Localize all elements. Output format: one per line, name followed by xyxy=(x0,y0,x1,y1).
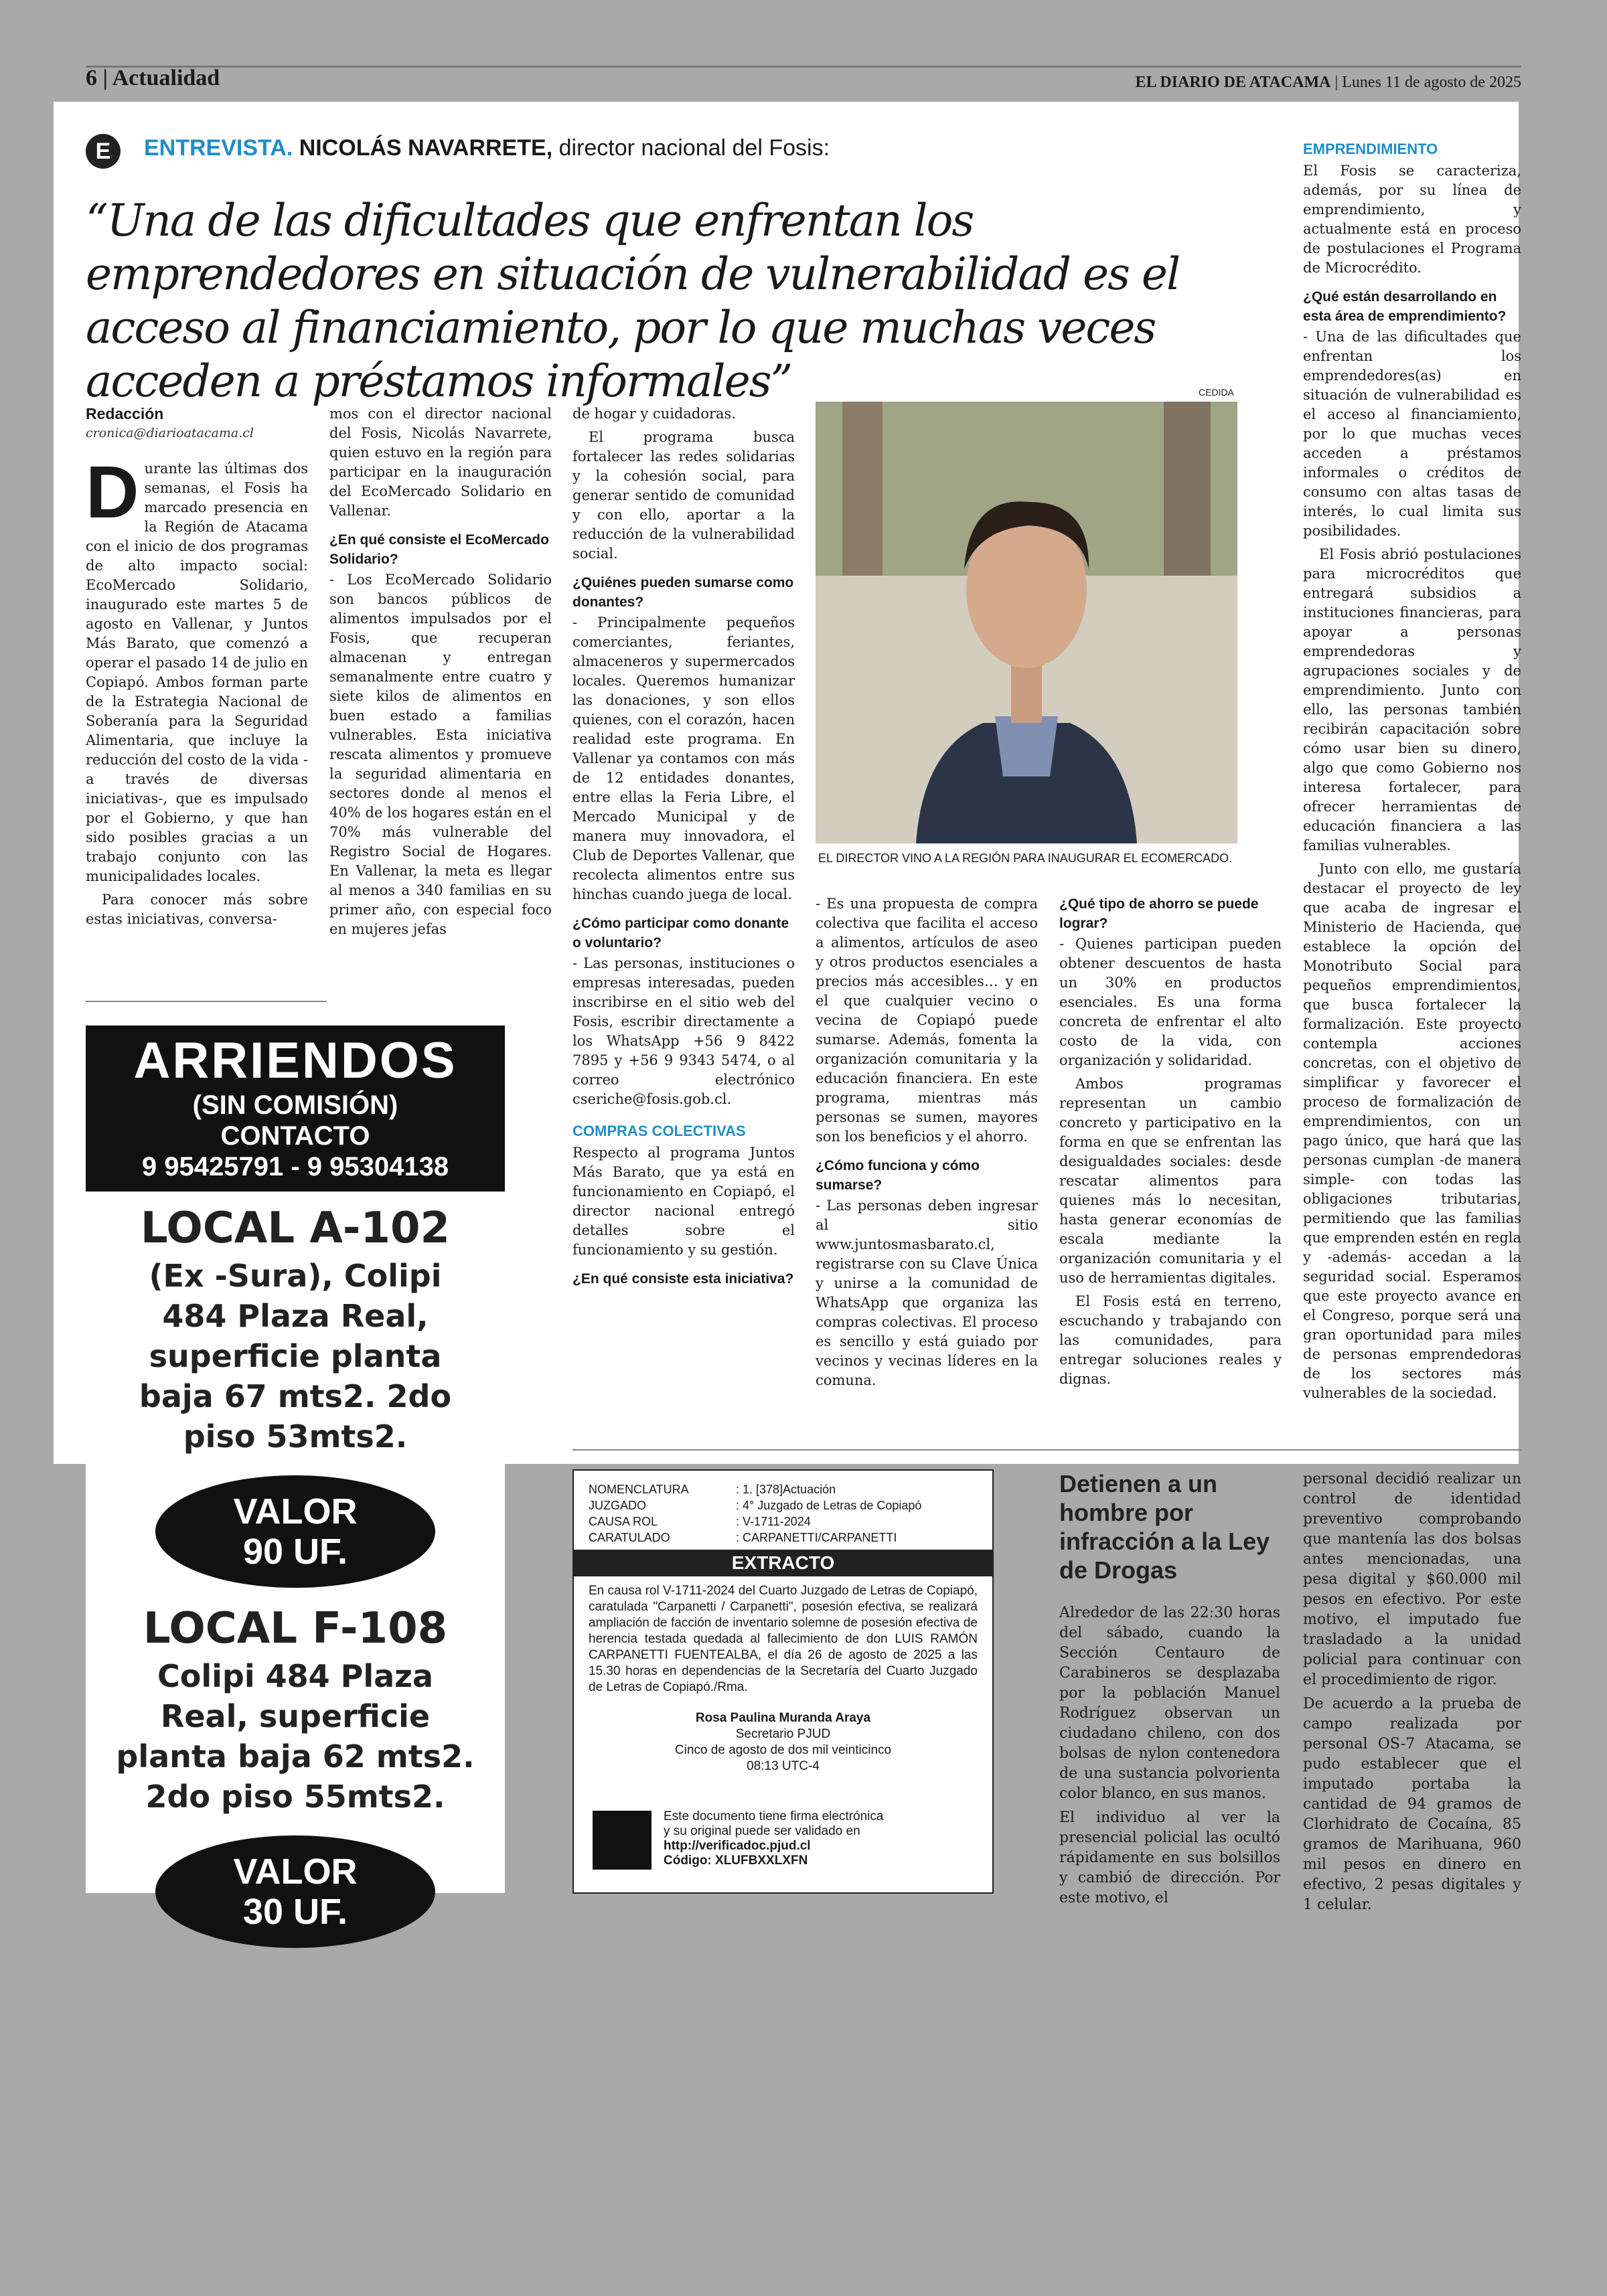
notice-signature: Rosa Paulina Muranda Araya Secretario PJUD Cinco de agosto de dos mil veinticinco 08:13 UTC-4 xyxy=(674,1711,892,1773)
ad-phones[interactable]: 9 95425791 - 9 95304138 xyxy=(141,1152,449,1181)
news-brief-column-2: personal decidió realizar un control de identidad preventivo comprobando que mantenía las dos bolsas antes mencionadas, una pesa digital y $60.000 mil pesos en efectivo. Por este motivo, el imputado fue trasladado a la unidad policial para continuar con el procedimiento de rigor. De acuerdo a la prueba de campo realizada por personal OS-7 Atacama, se pudo establecer que el imputado portaba la cantidad de 94 gramos de Clorhidrato de Cocaína, 85 gramos de Marihuana, 960 mil pesos en dinero en efectivo, 2 pesas digitales y 1 celular. xyxy=(1303,1471,1521,1913)
brief-title: Detienen a un hombre por infracción a la Ley de Drogas xyxy=(1059,1470,1270,1584)
notice-title: EXTRACTO xyxy=(574,1550,992,1576)
price-badge: VALOR 30 UF. xyxy=(155,1835,435,1948)
byline-author: Redacción xyxy=(86,405,164,422)
article-column-5: ¿Qué tipo de ahorro se puede lograr? - Quienes participan pueden obtener descuentos de hasta un 30% en productos esenciales. Es una forma concreta de enfrentar el alto costo de la vida, con organización y solidaridad. Ambos programas representan un cambio concreto y participativo en la forma en que se enfrentan las desigualdades sociales: desde rescatar alimentos para quienes más lo necesitan, hasta generar economías de escala mediante la organización comunitaria y el uso de herramientas digitales. El Fosis está en terreno, escuchando y trabajando con las comunidades, para entregar soluciones reales y dignas. xyxy=(1059,896,1282,1387)
page-section: 6 | Actualidad xyxy=(86,66,220,90)
interviewee-photo xyxy=(816,402,1237,843)
notice-text: En causa rol V-1711-2024 del Cuarto Juzgado de Letras de Copiapó, caratulada "Carpanetti / Carpanetti", posesión efectiva, se realizará ampliación de facción de inventario solemne de posesión efectiva de herencia testada quedada al fallecimiento de don LUIS RAMÓN CARPANETTI FUENTEALBA, el día 26 de agosto de 2025 a las 15.30 horas en dependencias de la Secretaría del Cuarto Juzgado de Letras de Copiapó./Rma. xyxy=(589,1584,978,1694)
photo-credit: CEDIDA xyxy=(1199,387,1234,398)
divider xyxy=(86,1001,327,1002)
masthead: EL DIARIO DE ATACAMA | Lunes 11 de agosto de 2025 xyxy=(1135,74,1521,91)
dropcap: D xyxy=(86,451,139,534)
notice-row: CAUSA ROL : V-1711-2024 xyxy=(589,1515,811,1528)
portrait-image xyxy=(816,402,1237,843)
article-column-6: EMPRENDIMIENTO El Fosis se caracteriza, además, por su línea de emprendimiento, y actualmente está en proceso de postulaciones el Programa de Microcrédito. ¿Qué están desarrollando en esta área de emprendimiento? - Una de las dificultades que enfrentan los emprendedores(as) en situación de vulnerabilidad es el acceso al financiamiento, por lo que muchas veces acceden a préstamos informales o créditos de consumo con altas tasas de interés, lo cual limita sus posibilidades. El Fosis abrió postulaciones para microcréditos que entregará subsidios a instituciones financieras, para apoyar a personas emprendedoras y agrupaciones sociales y de emprendimiento. Junto con ello, las personas también recibirán capacitación sobre cómo usar bien su dinero, algo que como Gobierno nos interesa fortalecer, para ofrecer herramientas de educación financiera a las familias vulnerables. Junto con ello, me gustaría destacar el proyecto de ley que acaba de ingresar el Ministerio de Hacienda, que establece la opción del Monotributo Social para pequeños emprendimientos, que busca fortalecer la formalización. Este proyecto contempla acciones concretas, con el objetivo de simplificar y favorecer el proceso de formalización de emprendimientos, con un pago único, que hará que las personas cumplan -de manera simple- con todas las obligaciones tributarias, permitiendo que las familias que emprenden estén en regla y -además- accedan a la seguridad social. Esperamos que este proyecto avance en el Congreso, porque será una gran oportunidad para miles de personas emprendedoras de los sectores más vulnerables de la sociedad. xyxy=(1303,141,1521,1401)
article-column-4: - Es una propuesta de compra colectiva que facilita el acceso a alimentos, artículos de aseo y otros productos esenciales a precios más accesibles… y en el que cualquier vecino o vecina de Copiapó puede sumarse. Además, fomenta la organización comunitaria y la educación financiera. En este programa, mientras más personas se sumen, mayores son los beneficios y el ahorro. ¿Cómo funciona y cómo sumarse? - Las personas deben ingresar al sitio www.juntosmasbarato.cl, registrarse con su Clave Única y unirse a la comunidad de WhatsApp que organiza las compras colectivas. El proceso es sencillo y está guiado por vecinos y vecinas líderes en la comuna. xyxy=(816,896,1038,1388)
divider xyxy=(572,1449,1521,1451)
notice-footer: Este documento tiene firma electrónica y su original puede ser validado en http://verificadoc.pjud.cl Código: XLUFBXXLXFN xyxy=(664,1809,884,1868)
article-column-1: Redacción cronica@diarioatacama.cl Durante las últimas dos semanas, el Fosis ha marcado presencia en la Región de Atacama con el inicio de dos programas de alto impacto social: EcoMercado Solidario, inaugurado este martes 5 de agosto en Vallenar, y Juntos Más Barato, que comenzó a operar el pasado 14 de julio en Copiapó. Ambos forman parte de la Estrategia Nacional de Soberanía para la Seguridad Alimentaria, que incluye la reducción del costo de la vida -a través de diversas iniciativas-, que es impulsado por el Gobierno, y que han sido posibles gracias a un trabajo conjunto con las municipalidades locales. Para conocer más sobre estas iniciativas, conversa- xyxy=(86,405,308,927)
photo-caption: EL DIRECTOR VINO A LA REGIÓN PARA INAUGURAR EL ECOMERCADO. xyxy=(818,851,1233,865)
notice-row: JUZGADO : 4° Juzgado de Letras de Copiapó xyxy=(589,1499,922,1512)
rental-ad: ARRIENDOS (SIN COMISIÓN) CONTACTO 9 95425791 - 9 95304138 LOCAL A-102 (Ex -Sura), Colipi 484 Plaza Real, superficie planta baja 67 mts2. 2do piso 53mts2. VALOR 90 UF. LOCAL F-108 Colipi 484 Plaza Real, superficie planta baja 62 mts2. 2do piso 55mts2. VALOR 30 UF. xyxy=(86,1026,505,1893)
article-column-3: de hogar y cuidadoras. El programa busca fortalecer las redes solidarias y la cohesión social, para generar sentido de comunidad y con ello, aportar a la reducción de la vulnerabilidad social. ¿Quiénes pueden sumarse como donantes? - Principalmente pequeños comerciantes, feriantes, almaceneros y supermercados locales. Queremos humanizar las donaciones, y son ellos quienes, con el corazón, hacen realidad este programa. En Vallenar ya contamos con más de 12 entidades donantes, entre ellas la Feria Libre, el Mercado Municipal y de manera muy innovadora, el Club de Deportes Vallenar, que recolecta alimentos entre sus hinchas cuando juega de local. ¿Cómo participar como donante o voluntario? - Las personas, instituciones o empresas interesadas, pueden inscribirse en el sitio web del Fosis, escribir directamente a los WhatsApp +56 9 8422 7895 y +56 9 9343 5474, o al correo electrónico cseriche@fosis.gob.cl. COMPRAS COLECTIVAS Respecto al programa Juntos Más Barato, que ya está en funcionamiento en Copiapó, el director nacional entregó detalles sobre el funcionamiento y su gestión. ¿En qué consiste esta iniciativa? xyxy=(572,406,795,1287)
ad-header: ARRIENDOS (SIN COMISIÓN) CONTACTO 9 95425791 - 9 95304138 xyxy=(86,1026,505,1192)
kicker: ENTREVISTA. NICOLÁS NAVARRETE, director nacional del Fosis: xyxy=(144,135,830,161)
byline-email[interactable]: cronica@diarioatacama.cl xyxy=(86,426,254,440)
section-badge: E xyxy=(86,134,121,169)
headline: “Una de las dificultades que enfrentan los emprendedores en situación de vulnerabilidad es el acceso al financiamiento, por lo que muchas veces acceden a préstamos informales” xyxy=(86,195,1180,407)
price-badge: VALOR 90 UF. xyxy=(155,1475,435,1588)
legal-notice xyxy=(572,1469,994,1894)
notice-row: CARATULADO : CARPANETTI/CARPANETTI xyxy=(589,1531,897,1544)
qr-code-icon[interactable] xyxy=(593,1811,652,1870)
news-brief: Detienen a un hombre por infracción a la Ley de Drogas Alrededor de las 22:30 horas del sábado, cuando la Sección Centauro de Carabineros se desplazaba por la población Manuel Rodríguez observan un ciudadano chileno, con dos bolsas de nylon contenedora de una sustancia polvorienta color blanco, en sus manos. El individuo al ver la presencial policial las ocultó rápidamente en sus bolsillos y cambió de dirección. Por este motivo, el xyxy=(1059,1470,1280,1906)
article-column-2: mos con el director nacional del Fosis, Nicolás Navarrete, quien estuvo en la región para participar en la inauguración del EcoMercado Solidario en Vallenar. ¿En qué consiste el EcoMercado Solidario? - Los EcoMercado Solidario son bancos públicos de alimentos impulsados por el Fosis, que recuperan almacenan y entregan semanalmente entre cuatro y siete kilos de alimentos en buen estado a familias vulnerables. Esta iniciativa rescata alimentos y promueve la seguridad alimentaria en sectores donde al menos el 40% de los hogares están en el 70% más vulnerable del Registro Social de Hogares. En Vallenar, la meta es llegar al menos a 340 familias en su primer año, con especial foco en mujeres jefas xyxy=(329,406,552,937)
notice-row: NOMENCLATURA : 1. [378]Actuación xyxy=(589,1483,836,1496)
